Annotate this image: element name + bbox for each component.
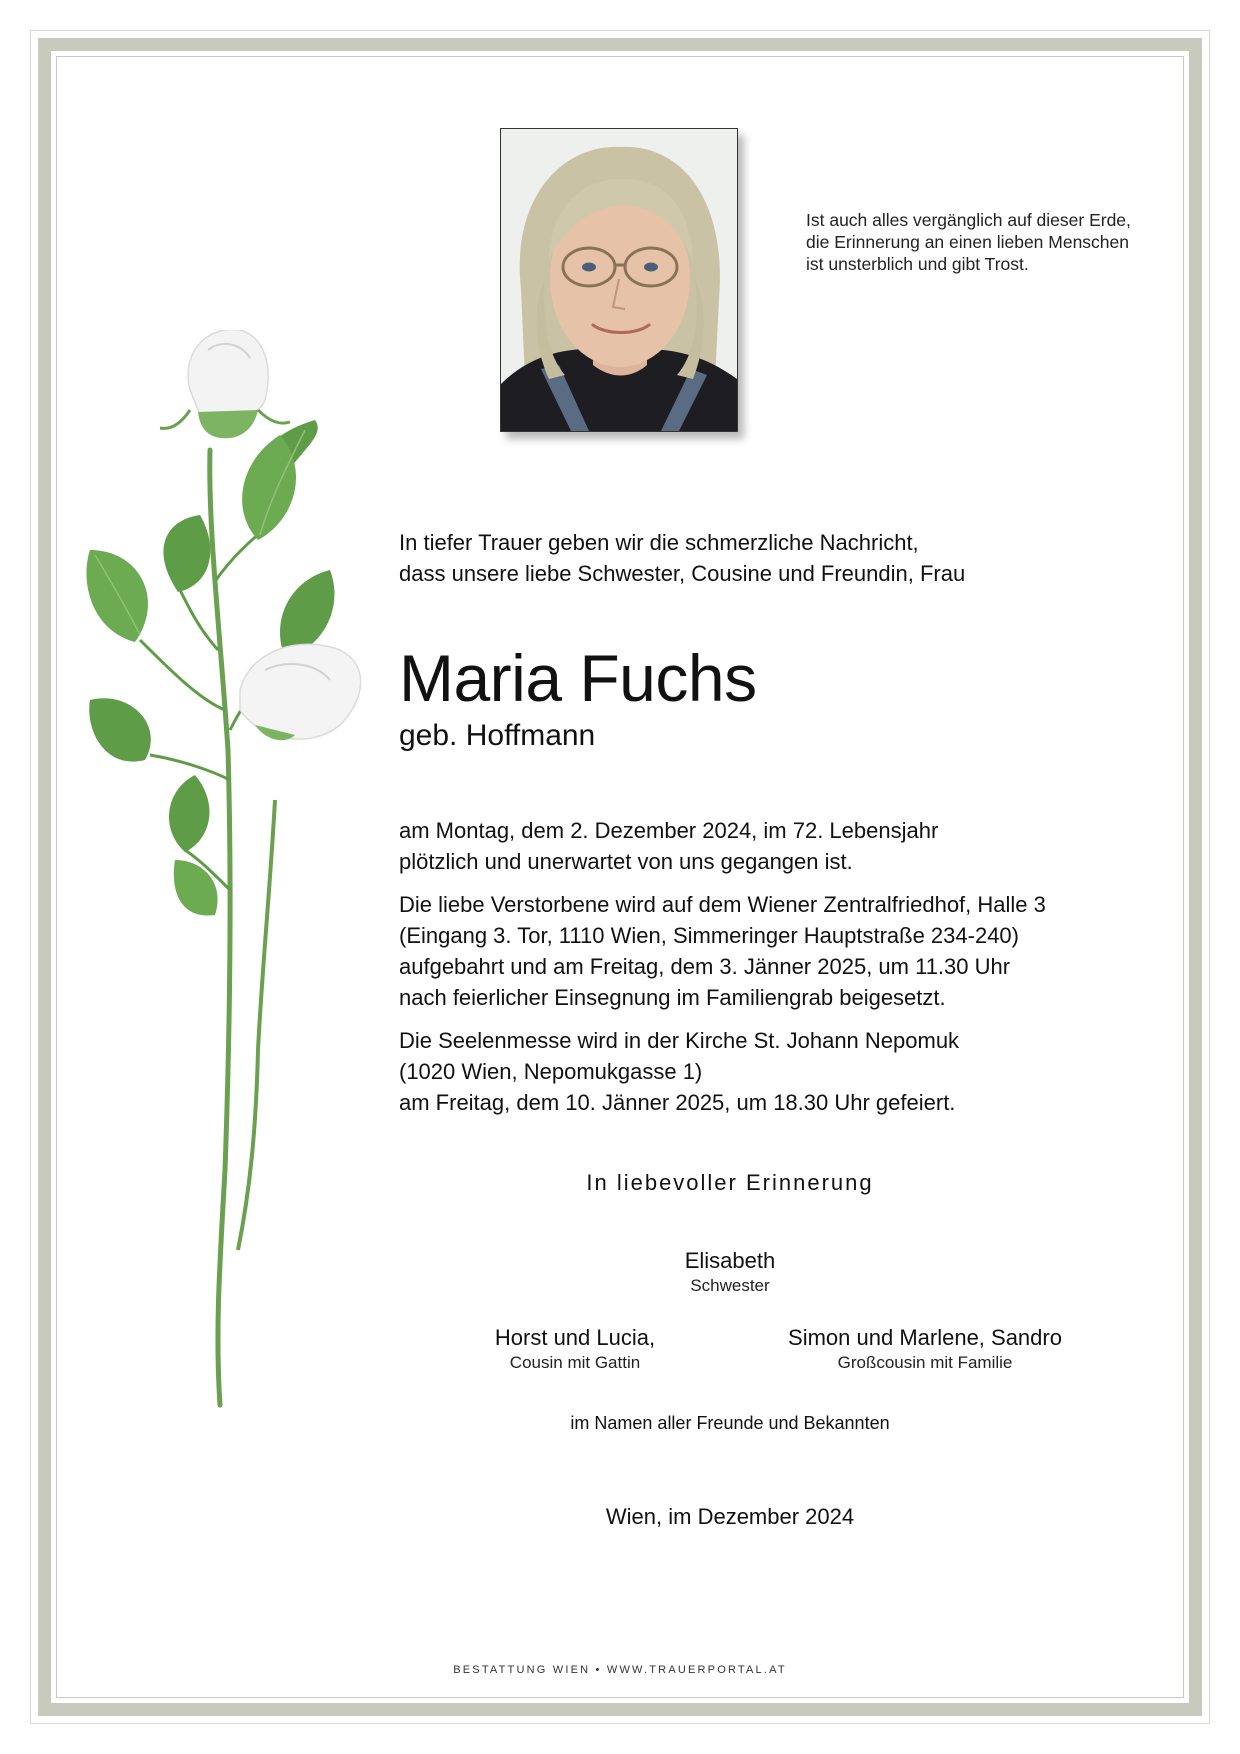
- memorial-quote: [806, 209, 1166, 275]
- mass-line: (1020 Wien, Nepomukgasse 1): [399, 1059, 703, 1084]
- mourner: [470, 1325, 680, 1373]
- intro-text: [399, 527, 1159, 589]
- death-notice-line: am Montag, dem 2. Dezember 2024, im 72. Lebensjahr: [399, 818, 939, 843]
- mass-line: am Freitag, dem 10. Jänner 2025, um 18.30 Uhr gefeiert.: [399, 1090, 956, 1115]
- mourner-name: Simon und Marlene, Sandro: [788, 1325, 1062, 1350]
- maiden-name: geb. Hoffmann: [399, 719, 596, 752]
- mourner-relation: Schwester: [690, 1276, 770, 1295]
- quote-line: ist unsterblich und gibt Trost.: [806, 254, 1029, 274]
- intro-line: In tiefer Trauer geben wir die schmerzliche Nachricht,: [399, 530, 919, 555]
- mourner-relation: Großcousin mit Familie: [837, 1353, 1013, 1372]
- death-notice: [399, 815, 1159, 877]
- burial-line: (Eingang 3. Tor, 1110 Wien, Simmeringer Hauptstraße 234-240): [399, 923, 1019, 948]
- burial-details: [399, 889, 1159, 1013]
- burial-line: Die liebe Verstorbene wird auf dem Wiener Zentralfriedhof, Halle 3: [399, 892, 1046, 917]
- mourner-name: Horst und Lucia,: [494, 1325, 656, 1350]
- mourner-relation: Cousin mit Gattin: [509, 1353, 641, 1372]
- on-behalf-text: im Namen aller Freunde und Bekannten: [570, 1413, 890, 1433]
- mourner: [750, 1325, 1100, 1373]
- portrait-photo: [500, 128, 738, 432]
- footer-credit: BESTATTUNG WIEN • WWW.TRAUERPORTAL.AT: [453, 1664, 787, 1676]
- mourner: [630, 1248, 830, 1296]
- deceased-name: Maria Fuchs: [399, 641, 757, 715]
- quote-line: die Erinnerung an einen lieben Menschen: [806, 232, 1130, 252]
- mass-line: Die Seelenmesse wird in der Kirche St. Johann Nepomuk: [399, 1028, 960, 1053]
- burial-line: aufgebahrt und am Freitag, dem 3. Jänner 2025, um 11.30 Uhr: [399, 954, 1011, 979]
- mass-details: [399, 1025, 1159, 1118]
- burial-line: nach feierlicher Einsegnung im Familiengrab beigesetzt.: [399, 985, 946, 1010]
- place-date: Wien, im Dezember 2024: [605, 1504, 855, 1529]
- white-rose-illustration: [80, 330, 370, 1410]
- death-notice-line: plötzlich und unerwartet von uns gegangen ist.: [399, 849, 853, 874]
- intro-line: dass unsere liebe Schwester, Cousine und Freundin, Frau: [399, 561, 966, 586]
- quote-line: Ist auch alles vergänglich auf dieser Erde,: [806, 210, 1131, 230]
- memory-heading: In liebevoller Erinnerung: [586, 1170, 874, 1195]
- mourner-name: Elisabeth: [684, 1248, 776, 1273]
